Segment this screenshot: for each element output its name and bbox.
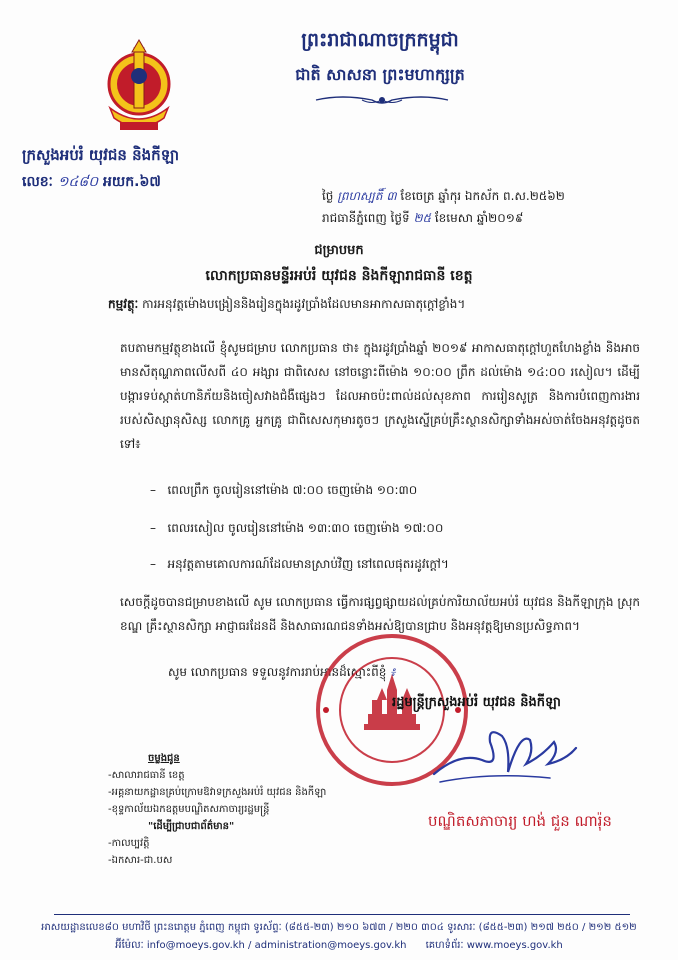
kingdom-title: ព្រះរាជាណាចក្រកម្ពុជា	[301, 29, 459, 51]
bullet-text-normal: អនុវត្តតាមគោលការណ៍ដែលមានស្រាប់វិញ នៅពេលផុតរដូវក្ដៅ។	[167, 557, 449, 571]
subject-label: កម្មវត្ថុៈ	[108, 297, 139, 311]
website-link[interactable]: www.moeys.gov.kh	[466, 940, 563, 951]
solar-prefix: រាជធានីភ្នំពេញ ថ្ងៃទី	[322, 211, 410, 225]
closing-text: សូម លោកប្រធាន ទទួលនូវការរាប់អានដ៏ស្មោះពីខ្ញុំ	[168, 665, 387, 679]
email-label: អ៊ីម៉ែលៈ	[115, 940, 144, 951]
body-paragraph-1: តបតាមកម្មវត្ថុខាងលើ ខ្ញុំសូមជម្រាប លោកប្រធាន ថា៖ ក្នុងរដូវប្រាំងឆ្នាំ ២០១៩ អាកាសធាតុក្ដៅហួតហែងខ្លាំង និងអាចមានសីតុណ្ហភាពលើសពី ៤០ អង្សារ ជាពិសេស នៅចន្លោះពីម៉ោង ១០:០០ ព្រឹក ដល់ម៉ោង ១៤:០០ រសៀល។ ដើម្បីបង្ការទប់ស្កាត់ហានិភ័យនិងចៀសវាងជំងឺផ្សេងៗ ដែលអាចប៉ះពាល់ដល់សុខភាព ការរៀនសូត្រ និងការបំពេញការងាររបស់សិស្សានុសិស្ស លោកគ្រូ អ្នកគ្រូ ជាពិសេសកុមារតូចៗ ក្រសួងស្នើគ្រប់គ្រឹះស្ថានសិក្សាទាំងអស់ចាត់ចែងអនុវត្តដូចតទៅ៖	[120, 341, 640, 451]
ref-label: លេខៈ	[22, 174, 53, 190]
cc-heading: ចម្លងជូន	[148, 753, 180, 764]
recipient-name: លោកប្រធានមន្ទីរអប់រំ យុវជន និងកីឡារាជធានី ខេត្ត	[205, 268, 473, 284]
bullet-item: – អនុវត្តតាមគោលការណ៍ដែលមានស្រាប់វិញ នៅពេលផុតរដូវក្ដៅ។	[150, 557, 449, 571]
footer-address: អាសយដ្ឋានលេខ៨០ មហាវិថី ព្រះនរោត្តម ភ្នំពេញ កម្ពុជា ទូរស័ព្ទៈ (៨៥៥-២៣) ២១០ ៦៧៣ / ២២០ ៣០៤ ទូរសារៈ (៨៥៥-២៣) ២១៧ ២៥០ / ២១២ ៥១២	[41, 922, 637, 933]
lunar-date	[322, 188, 565, 206]
email-link[interactable]: info@moeys.gov.kh / administration@moeys.gov.kh	[146, 940, 407, 951]
reference-number	[22, 172, 161, 193]
solar-rest: ខែមេសា ឆ្នាំ២០១៩	[434, 211, 524, 225]
ref-number: ១៤៨០	[57, 174, 99, 190]
body-paragraph-2: សេចក្ដីដូចបានជម្រាបខាងលើ សូម លោកប្រធាន ធ្វើការផ្សព្វផ្សាយដល់គ្រប់ការិយាល័យអប់រំ យុវជន និងកីឡាក្រុង ស្រុក ខណ្ឌ គ្រឹះស្ថានសិក្សា អាជ្ញាធរដែនដី និងសាធារណជនទាំងអស់ឱ្យបានជ្រាប និងអនុវត្តឱ្យមានប្រសិទ្ធភាព។	[120, 595, 640, 633]
bullet-item: – ពេលព្រឹក ចូលរៀននៅម៉ោង ៧:០០ ចេញម៉ោង ១០:៣០	[150, 483, 418, 497]
ref-suffix: អយក.៦៧	[103, 174, 161, 190]
website-label: គេហទំព័រៈ	[425, 940, 464, 951]
lunar-rest: ខែចេត្រ ឆ្នាំកុរ ឯកស័ក ព.ស.២៥៦២	[400, 189, 565, 203]
lunar-handwritten: ព្រហស្បតិ៍ ៣	[337, 189, 397, 203]
footer-divider	[54, 914, 630, 915]
cc-item: -អគ្គនាយកដ្ឋានគ្រប់ក្រោមឱវាទក្រសួងអប់រំ យុវជន និងកីឡា	[108, 787, 327, 798]
cc-item: -ខុទ្ទកាល័យឯកឧត្តមបណ្ឌិតសភាចារ្យរដ្ឋមន្ត្រី	[108, 804, 270, 815]
lunar-prefix: ថ្ងៃ	[322, 189, 334, 203]
signer-title: រដ្ឋមន្ត្រីក្រសួងអប់រំ យុវជន និងកីឡា	[392, 695, 561, 710]
national-motto: ជាតិ សាសនា ព្រះមហាក្សត្រ	[295, 65, 465, 84]
cc-item: -ឯកសារ-ជា.បស	[108, 855, 173, 866]
subject-text: ការអនុវត្តម៉ោងបង្រៀននិងរៀនក្នុងរដូវប្រាំងដែលមានអាកាសធាតុក្ដៅខ្លាំង។	[142, 297, 466, 311]
ministry-name: ក្រសួងអប់រំ យុវជន និងកីឡា	[22, 146, 180, 164]
cc-item: -សាលារាជធានី ខេត្ត	[108, 770, 185, 781]
handwritten-signature	[430, 712, 580, 792]
solar-day: ២៥	[413, 211, 432, 225]
bullet-text-morning: ពេលព្រឹក ចូលរៀននៅម៉ោង ៧:០០ ចេញម៉ោង ១០:៣០	[167, 483, 418, 497]
bullet-text-afternoon: ពេលរសៀល ចូលរៀននៅម៉ោង ១៣:៣០ ចេញម៉ោង ១៧:០០	[167, 521, 444, 535]
cc-list	[108, 750, 326, 869]
footer-contacts	[0, 938, 678, 953]
closing-mark: ៖	[390, 665, 396, 679]
kingdom-heading	[250, 28, 510, 88]
recipient-label: ជម្រាបមក	[314, 243, 364, 258]
cc-item: "ដើម្បីជ្រាបជាព័ត៌មាន"	[148, 821, 235, 832]
subject-line	[108, 296, 465, 314]
bullet-item: – ពេលរសៀល ចូលរៀននៅម៉ោង ១៣:៣០ ចេញម៉ោង ១៧:០០	[150, 521, 444, 535]
signer-name: បណ្ឌិតសភាចារ្យ ហង់ ជួន ណារ៉ុន	[428, 812, 612, 830]
cc-item: -កាលប្បវត្តិ	[108, 838, 150, 849]
ornament-divider	[312, 92, 452, 108]
ministry-logo	[100, 38, 178, 138]
solar-date	[322, 210, 523, 228]
